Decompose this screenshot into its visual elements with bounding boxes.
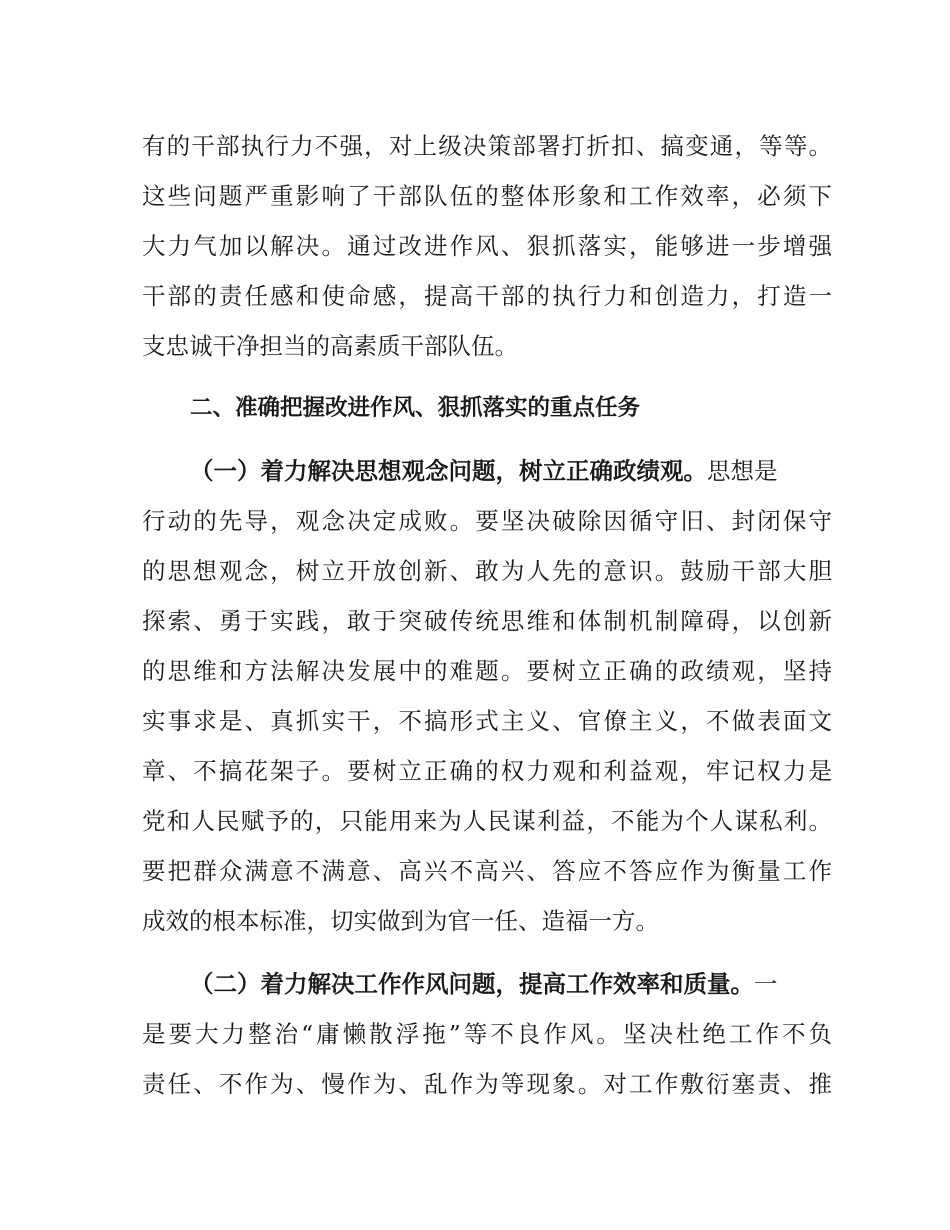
subsection-first-line (190, 962, 832, 1006)
section-heading: 二、准确把握改进作风、狠抓落实的重点任务 (190, 395, 641, 421)
body-text-line: 支忠诚干净担当的高素质干部队伍。 (142, 332, 518, 360)
body-text-line: 是要大力整治“庸懒散浮拖”等不良作风。坚决杜绝工作不负 (142, 1020, 832, 1048)
body-text-line: 的思维和方法解决发展中的难题。要树立正确的政绩观，坚持 (142, 657, 832, 685)
body-text-line: 行动的先导，观念决定成败。要坚决破除因循守旧、封闭保守 (142, 507, 832, 535)
body-text-line: 要把群众满意不满意、高兴不高兴、答应不答应作为衡量工作 (142, 857, 832, 885)
body-text-line: 章、不搞花架子。要树立正确的权力观和利益观，牢记权力是 (142, 757, 832, 785)
body-text-fragment: 一 (754, 970, 778, 998)
body-text-line: 探索、勇于实践，敢于突破传统思维和体制机制障碍，以创新 (142, 607, 832, 635)
subsection-title: （二）着力解决工作作风问题，提高工作效率和质量。 (190, 970, 754, 998)
body-text-line: 大力气加以解决。通过改进作风、狠抓落实，能够进一步增强 (142, 232, 832, 260)
body-text-line: 这些问题严重影响了干部队伍的整体形象和工作效率，必须下 (142, 182, 832, 210)
body-text-line: 成效的根本标准，切实做到为官一任、造福一方。 (142, 907, 659, 935)
subsection-title: （一）着力解决思想观念问题，树立正确政绩观。 (190, 457, 707, 485)
body-text-line: 有的干部执行力不强，对上级决策部署打折扣、搞变通，等等。 (142, 132, 832, 160)
subsection-first-line (190, 449, 832, 493)
body-text-line: 实事求是、真抓实干，不搞形式主义、官僚主义，不做表面文 (142, 707, 832, 735)
body-text-line: 党和人民赋予的，只能用来为人民谋利益，不能为个人谋私利。 (142, 807, 832, 835)
body-text-line: 的思想观念，树立开放创新、敢为人先的意识。鼓励干部大胆 (142, 557, 832, 585)
body-text-fragment: 思想是 (707, 457, 778, 485)
body-text-line: 责任、不作为、慢作为、乱作为等现象。对工作敷衍塞责、推 (142, 1070, 832, 1098)
body-text-line: 干部的责任感和使命感，提高干部的执行力和创造力，打造一 (142, 282, 832, 310)
